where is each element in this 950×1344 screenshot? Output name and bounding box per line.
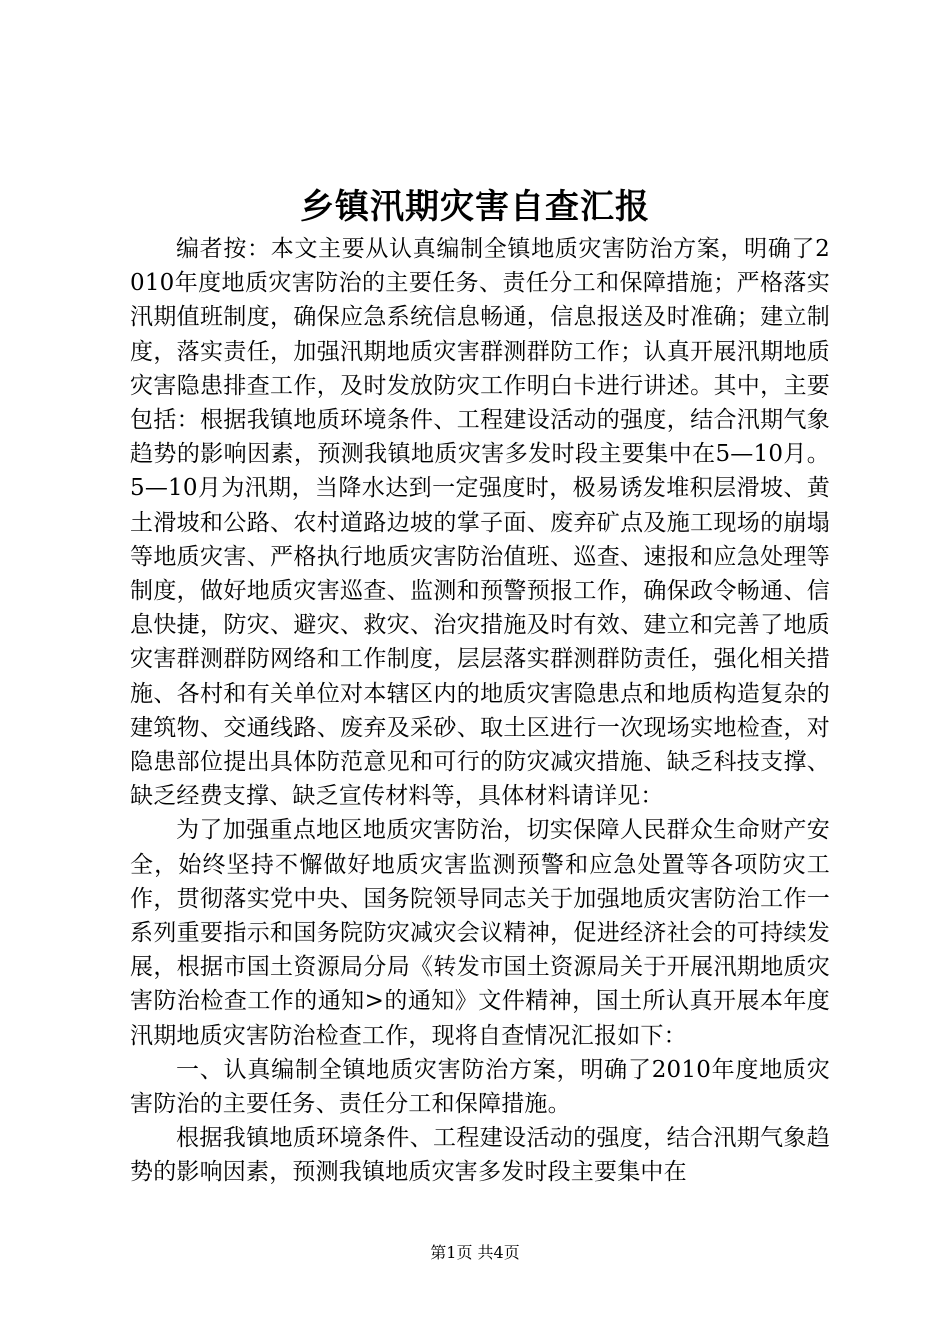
paragraph-section-one-heading: 一、认真编制全镇地质灾害防治方案，明确了2010年度地质灾害防治的主要任务、责任分工和保障措施。 <box>130 1056 830 1118</box>
paragraph-editor-note: 编者按：本文主要从认真编制全镇地质灾害防治方案，明确了2010年度地质灾害防治的主要任务、责任分工和保障措施；严格落实汛期值班制度，确保应急系统信息畅通，信息报送及时准确；建立制度，落实责任，加强汛期地质灾害群测群防工作；认真开展汛期地质灾害隐患排查工作，及时发放防灾工作明白卡进行讲述。其中，主要包括：根据我镇地质环境条件、工程建设活动的强度，结合汛期气象趋势的影响因素，预测我镇地质灾害多发时段主要集中在5—10月。5—10月为汛期，当降水达到一定强度时，极易诱发堆积层滑坡、黄土滑坡和公路、农村道路边坡的掌子面、废弃矿点及施工现场的崩塌等地质灾害、严格执行地质灾害防治值班、巡查、速报和应急处理等制度，做好地质灾害巡查、监测和预警预报工作，确保政令畅通、信息快捷，防灾、避灾、救灾、治灾措施及时有效、建立和完善了地质灾害群测群防网络和工作制度，层层落实群测群防责任，强化相关措施、各村和有关单位对本辖区内的地质灾害隐患点和地质构造复杂的建筑物、交通线路、废弃及采砂、取土区进行一次现场实地检查，对隐患部位提出具体防范意见和可行的防灾减灾措施、缺乏科技支撑、缺乏经费支撑、缺乏宣传材料等，具体材料请详见： <box>130 236 830 810</box>
paragraph-section-one-body: 根据我镇地质环境条件、工程建设活动的强度，结合汛期气象趋势的影响因素，预测我镇地质灾害多发时段主要集中在 <box>130 1125 830 1186</box>
page-number-footer: 第1页 共4页 <box>430 1243 520 1262</box>
paragraph-intro: 为了加强重点地区地质灾害防治，切实保障人民群众生命财产安全，始终坚持不懈做好地质灾害监测预警和应急处置等各项防灾工作，贯彻落实党中央、国务院领导同志关于加强地质灾害防治工作一系列重要指示和国务院防灾减灾会议精神，促进经济社会的可持续发展，根据市国土资源局分局《转发市国土资源局关于开展汛期地质灾害防治检查工作的通知>的通知》文件精神，国土所认真开展本年度汛期地质灾害防治检查工作，现将自查情况汇报如下： <box>130 817 830 1049</box>
document-title: 乡镇汛期灾害自查汇报 <box>300 187 650 227</box>
document-body <box>130 232 830 1190</box>
